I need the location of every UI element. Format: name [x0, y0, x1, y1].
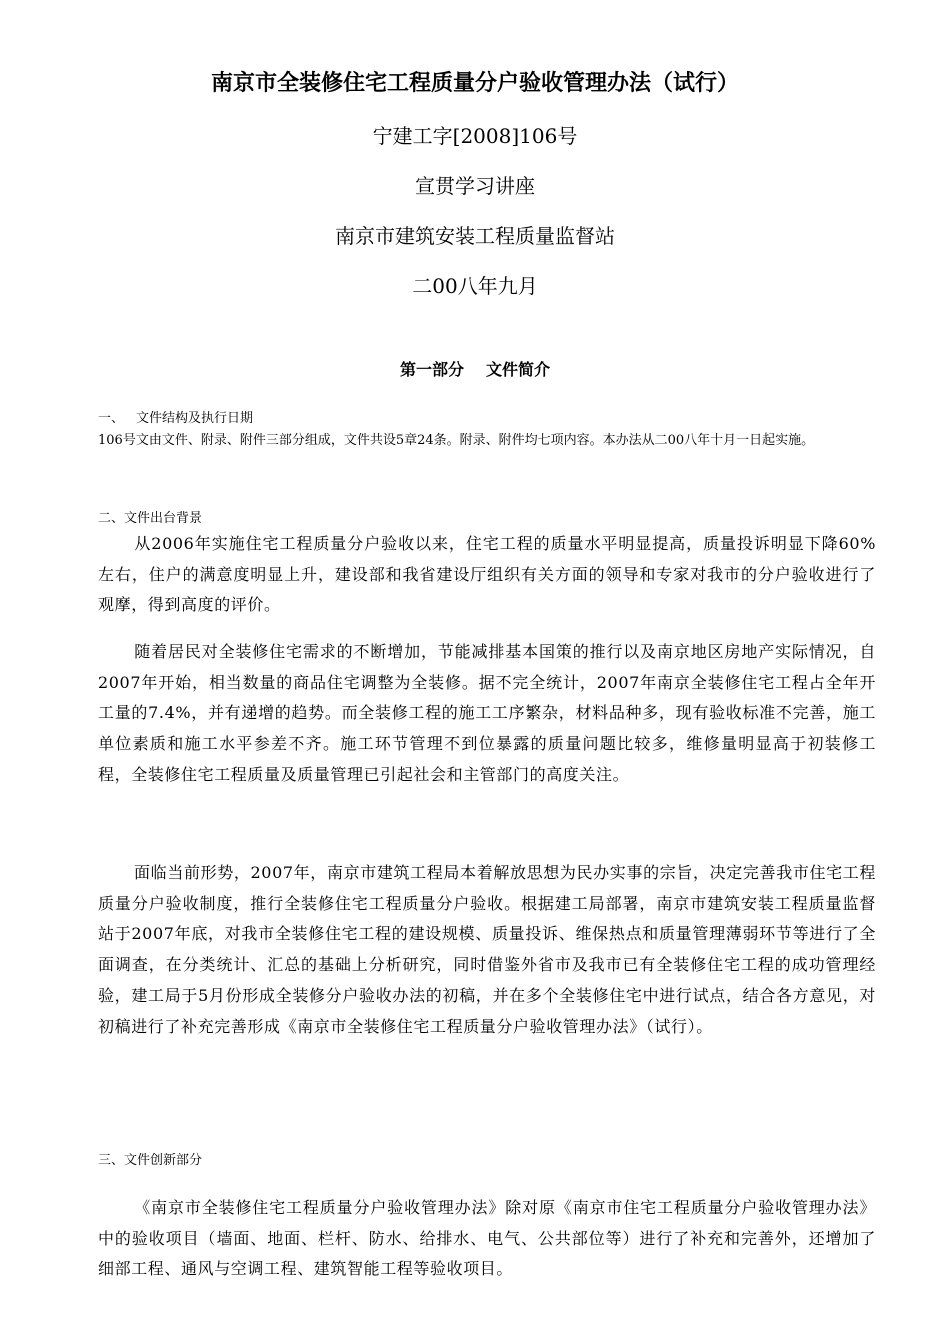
section-3-heading: 三、文件创新部分 — [98, 1153, 203, 1168]
paragraph-text: 从2006年实施住宅工程质量分户验收以来，住宅工程的质量水平明显提高，质量投诉明显下降60%左右，住户的满意度明显上升，建设部和我省建设厅组织有关方面的领导和专家对我市的分户验收进行了观摩，得到高度的评价。 — [98, 534, 876, 615]
section-1-title: 文件结构及执行日期 — [136, 411, 254, 426]
section-3-paragraph — [98, 1193, 876, 1285]
document-number: 宁建工字[2008]106号 — [372, 124, 578, 148]
section-1-number: 一、 — [98, 411, 125, 426]
document-title: 南京市全装修住宅工程质量分户验收管理办法（试行） — [210, 71, 739, 96]
organization-name: 南京市建筑安装工程质量监督站 — [335, 224, 615, 248]
section-2-paragraph-1 — [98, 529, 876, 621]
section-2-heading: 二、文件出台背景 — [98, 511, 203, 526]
document-date: 二00八年九月 — [412, 274, 538, 298]
paragraph-text: 面临当前形势，2007年，南京市建筑工程局本着解放思想为民办实事的宗旨，决定完善我市住宅工程质量分户验收制度，推行全装修住宅工程质量分户验收。根据建工局部署，南京市建筑安装工程质量监督站于2007年底，对我市全装修住宅工程的建设规模、质量投诉、维保热点和质量管理薄弱环节等进行了全面调查，在分类统计、汇总的基础上分析研究，同时借鉴外省市及我市已有全装修住宅工程的成功管理经验，建工局于5月份形成全装修分户验收办法的初稿，并在多个全装修住宅中进行试点，结合各方意见，对初稿进行了补充完善形成《南京市全装修住宅工程质量分户验收管理办法》（试行）。 — [98, 863, 876, 1036]
part-label: 第一部分 — [399, 360, 464, 379]
event-name: 宣贯学习讲座 — [415, 174, 535, 198]
section-2-paragraph-3 — [98, 858, 876, 1042]
part-heading — [60, 357, 890, 380]
section-1-text: 106号文由文件、附录、附件三部分组成，文件共设5章24条。附录、附件均七项内容。本办法从二00八年十月一日起实施。 — [98, 433, 815, 448]
section-1-heading — [98, 408, 878, 430]
part-title: 文件简介 — [486, 360, 551, 379]
section-2-paragraph-2 — [98, 637, 876, 791]
paragraph-text: 随着居民对全装修住宅需求的不断增加，节能减排基本国策的推行以及南京地区房地产实际情况，自2007年开始，相当数量的商品住宅调整为全装修。据不完全统计，2007年南京全装修住宅工程占全年开工量的7.4%，并有递增的趋势。而全装修工程的施工工序繁杂，材料品种多，现有验收标准不完善，施工单位素质和施工水平参差不齐。施工环节管理不到位暴露的质量问题比较多，维修量明显高于初装修工程，全装修住宅工程质量及质量管理已引起社会和主管部门的高度关注。 — [98, 642, 876, 784]
paragraph-text: 《南京市全装修住宅工程质量分户验收管理办法》除对原《南京市住宅工程质量分户验收管理办法》中的验收项目（墙面、地面、栏杆、防水、给排水、电气、公共部位等）进行了补充和完善外，还增加了细部工程、通风与空调工程、建筑智能工程等验收项目。 — [98, 1198, 876, 1279]
